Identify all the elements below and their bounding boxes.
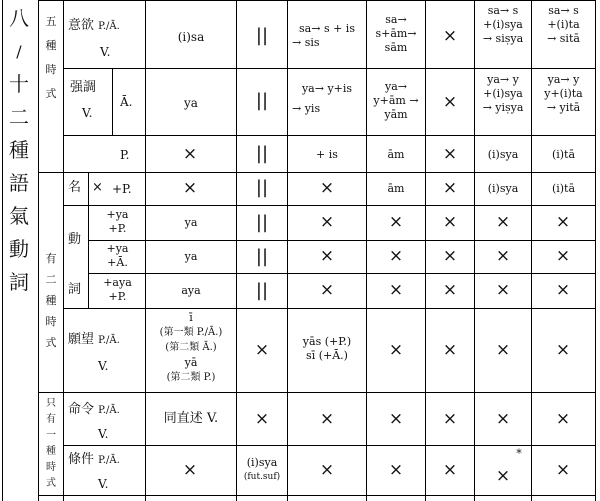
cell-tiaojian-5: × <box>442 460 458 480</box>
cell-p-pipe: || <box>255 143 269 164</box>
row-label-yuanwang-v: V. <box>98 359 109 373</box>
cell-ming-7: (i)tā <box>551 182 576 195</box>
cell-d3-6: × <box>495 280 511 300</box>
cell-d2-7: × <box>555 246 571 266</box>
cell-yiyu-7: sa→ s +(i)ta → sitā <box>547 4 580 45</box>
row-label-mingling-v: V. <box>98 427 109 441</box>
cell-mingling-6: × <box>495 409 511 429</box>
cell-yiyu-1: (i)sa <box>177 30 205 44</box>
cell-tiaojian-star: * <box>516 447 522 460</box>
cell-yuanwang-2: × <box>254 340 270 360</box>
cell-d3-4: × <box>388 280 404 300</box>
cell-p-5: × <box>442 144 458 164</box>
cell-d3-1: aya <box>181 284 201 297</box>
cell-p-1: × <box>182 144 198 164</box>
row-label-yiyu: 意欲 P./Ā. <box>68 18 120 33</box>
cell-d3-pipe: || <box>255 280 269 301</box>
cell-p-4: ām <box>387 148 405 161</box>
cell-p-3: + is <box>316 148 338 161</box>
cell-qiang-pipe: || <box>255 90 269 111</box>
cell-d1-6: × <box>495 212 511 232</box>
cell-d1-5: × <box>442 212 458 232</box>
cell-tiaojian-2: (i)sya (fut.suf) <box>243 456 281 482</box>
row-label-ming-x: × <box>92 180 103 195</box>
cell-d1-4: × <box>388 212 404 232</box>
row-label-ming-p: +P. <box>112 182 132 196</box>
cell-mingling-7: × <box>555 409 571 429</box>
row-label-qiang-v: V. <box>82 106 93 120</box>
row-label-d2: +ya +Ā. <box>106 242 129 269</box>
cell-yiyu-5: × <box>442 26 458 46</box>
cell-ming-1: × <box>182 178 198 198</box>
row-label-ming: 名 <box>68 180 82 195</box>
cell-mingling-2: × <box>254 409 270 429</box>
label-dong: 動 <box>68 232 82 247</box>
cell-ming-6: (i)sya <box>487 182 519 195</box>
row-label-yuanwang: 願望 P./Ā. <box>68 332 120 347</box>
page-title: 八 / 十 二 種 語 氣 動 詞 <box>9 6 29 294</box>
row-label-yiyu-v: V. <box>100 45 111 59</box>
cell-d1-3: × <box>319 212 335 232</box>
group-two-times: 有 二 種 時 式 <box>45 252 57 349</box>
cell-qiang-6: ya→ y +(i)sya → yiṣya <box>482 73 524 114</box>
cell-ming-5: × <box>442 178 458 198</box>
cell-d3-7: × <box>555 280 571 300</box>
cell-mingling-5: × <box>442 409 458 429</box>
row-label-tiaojian: 條件 P./Ā. <box>68 452 120 467</box>
cell-yuanwang-4: × <box>388 340 404 360</box>
cell-ming-pipe: || <box>255 177 269 198</box>
cell-tiaojian-6: × <box>495 466 511 486</box>
cell-d2-1: ya <box>184 250 198 263</box>
cell-d3-5: × <box>442 280 458 300</box>
row-label-qiang-a: Ā. <box>120 95 133 109</box>
cell-yiyu-3: sa→ s + is → sis <box>292 22 355 49</box>
cell-mingling-4: × <box>388 409 404 429</box>
cell-yuanwang-6: × <box>495 340 511 360</box>
cell-mingling-1: 同直述 V. <box>163 411 219 426</box>
cell-ming-4: ām <box>387 182 405 195</box>
cell-tiaojian-3: × <box>319 460 335 480</box>
row-label-d1: +ya +P. <box>106 208 129 235</box>
row-label-d3: +aya +P. <box>103 276 132 303</box>
cell-mingling-3: × <box>319 409 335 429</box>
cell-d2-3: × <box>319 246 335 266</box>
cell-tiaojian-1: × <box>182 460 198 480</box>
cell-qiang-4: ya→ y+ām → yām <box>373 80 419 121</box>
row-label-tiaojian-v: V. <box>98 477 109 491</box>
cell-yiyu-6: sa→ s +(i)sya → siṣya <box>482 4 524 45</box>
row-label-mingling: 命令 P./Ā. <box>68 402 120 417</box>
cell-p-6: (i)sya <box>487 148 519 161</box>
cell-d3-3: × <box>319 280 335 300</box>
cell-yiyu-4: sa→ s+ām→ sām <box>375 13 417 54</box>
label-ci: 詞 <box>68 282 82 297</box>
group-five-times: 五 種 時 式 <box>45 15 57 100</box>
group-one-time: 只 有 一 種 時 式 <box>46 398 56 489</box>
cell-p-7: (i)tā <box>551 148 576 161</box>
cell-d2-6: × <box>495 246 511 266</box>
cell-qiang-5: × <box>442 92 458 112</box>
cell-d2-4: × <box>388 246 404 266</box>
cell-qiang-3: ya→ y+is → yis <box>292 82 353 115</box>
cell-d2-pipe: || <box>255 246 269 267</box>
cell-d1-pipe: || <box>255 212 269 233</box>
cell-qiang-1: ya <box>184 96 198 110</box>
cell-yuanwang-5: × <box>442 340 458 360</box>
cell-d1-7: × <box>555 212 571 232</box>
cell-qiang-7: ya→ y y+(i)ta → yitā <box>544 73 583 114</box>
row-label-qiang: 强調 <box>70 80 97 95</box>
cell-d2-5: × <box>442 246 458 266</box>
row-label-p: P. <box>120 148 130 162</box>
cell-yiyu-pipe: || <box>255 25 269 46</box>
cell-tiaojian-7: × <box>555 460 571 480</box>
cell-yuanwang-1: ī (第一類 P./Ā.) (第二類 Ā.) yā (第二類 P.) <box>159 311 223 383</box>
cell-yuanwang-3: yās (+P.) sī (+Ā.) <box>302 335 352 362</box>
cell-tiaojian-4: × <box>388 460 404 480</box>
cell-ming-3: × <box>319 178 335 198</box>
cell-d1-1: ya <box>184 216 198 229</box>
cell-yuanwang-7: × <box>555 340 571 360</box>
